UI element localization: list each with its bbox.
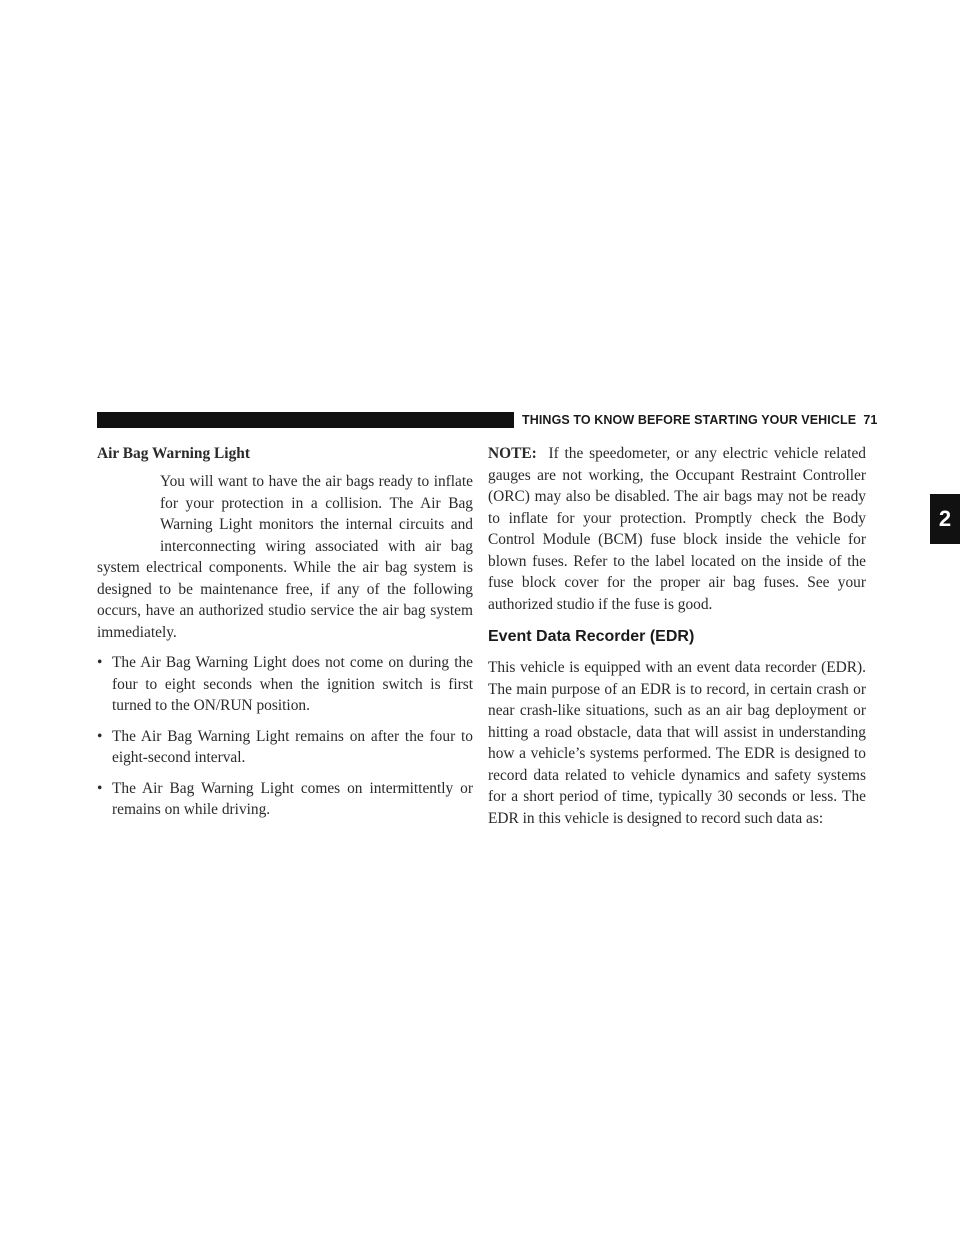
- list-item-text: The Air Bag Warning Light comes on intermittently or remains on while driving.: [112, 779, 473, 818]
- list-item: [97, 726, 473, 769]
- page-number: 71: [863, 413, 878, 427]
- chapter-tab: 2: [930, 494, 960, 544]
- list-item: [97, 778, 473, 821]
- bullet-dot: •: [97, 779, 103, 797]
- header-bar: [97, 412, 514, 428]
- note-label: NOTE:: [488, 445, 537, 462]
- note-paragraph: [488, 443, 866, 615]
- running-header: [522, 411, 882, 429]
- edr-paragraph: This vehicle is equipped with an event data recorder (EDR). The main purpose of an EDR is to record, in certain crash or near crash-like situations, such as an air bag deployment or hitting a road obstacle, data that will assist in understanding how a vehicle’s systems performed. The EDR is designed to record data related to vehicle dynamics and safety systems for a short period of time, typically 30 seconds or less. The EDR in this vehicle is designed to record such data as:: [488, 659, 866, 827]
- air-bag-conditions-list: [97, 652, 473, 821]
- edr-section-heading: Event Data Recorder (EDR): [488, 628, 695, 645]
- bullet-dot: •: [97, 654, 103, 671]
- list-item: [97, 652, 473, 717]
- list-item-text: The Air Bag Warning Light does not come on during the four to eight seconds when the ignition switch is first turned to the ON/RUN position.: [112, 654, 473, 714]
- warning-icon-space: [97, 471, 160, 557]
- left-column: [97, 443, 473, 821]
- header-title: THINGS TO KNOW BEFORE STARTING YOUR VEHICLE: [522, 413, 857, 427]
- air-bag-intro-paragraph: [97, 471, 473, 643]
- note-text: If the speedometer, or any electric vehicle related gauges are not working, the Occupant Restraint Controller (ORC) may also be disabled. The air bags may not be ready to inflate for your protection. Promptly check the Body Control Module (BCM) fuse block inside the vehicle for blown fuses. Refer to the label located on the inside of the fuse block cover for the proper air bag fuses. See your authorized studio if the fuse is good.: [488, 445, 866, 613]
- right-column: [488, 443, 866, 829]
- air-bag-intro-text: You will want to have the air bags ready to inflate for your protection in a collision. The Air Bag Warning Light monitors the internal circuits and interconnecting wiring associated with air bag system electrical components. While the air bag system is designed to be maintenance free, if any of the following occurs, have an authorized studio service the air bag system immediately.: [97, 473, 473, 641]
- air-bag-warning-light-heading: Air Bag Warning Light: [97, 445, 250, 462]
- bullet-dot: •: [97, 727, 103, 745]
- list-item-text: The Air Bag Warning Light remains on after the four to eight-second interval.: [112, 727, 473, 766]
